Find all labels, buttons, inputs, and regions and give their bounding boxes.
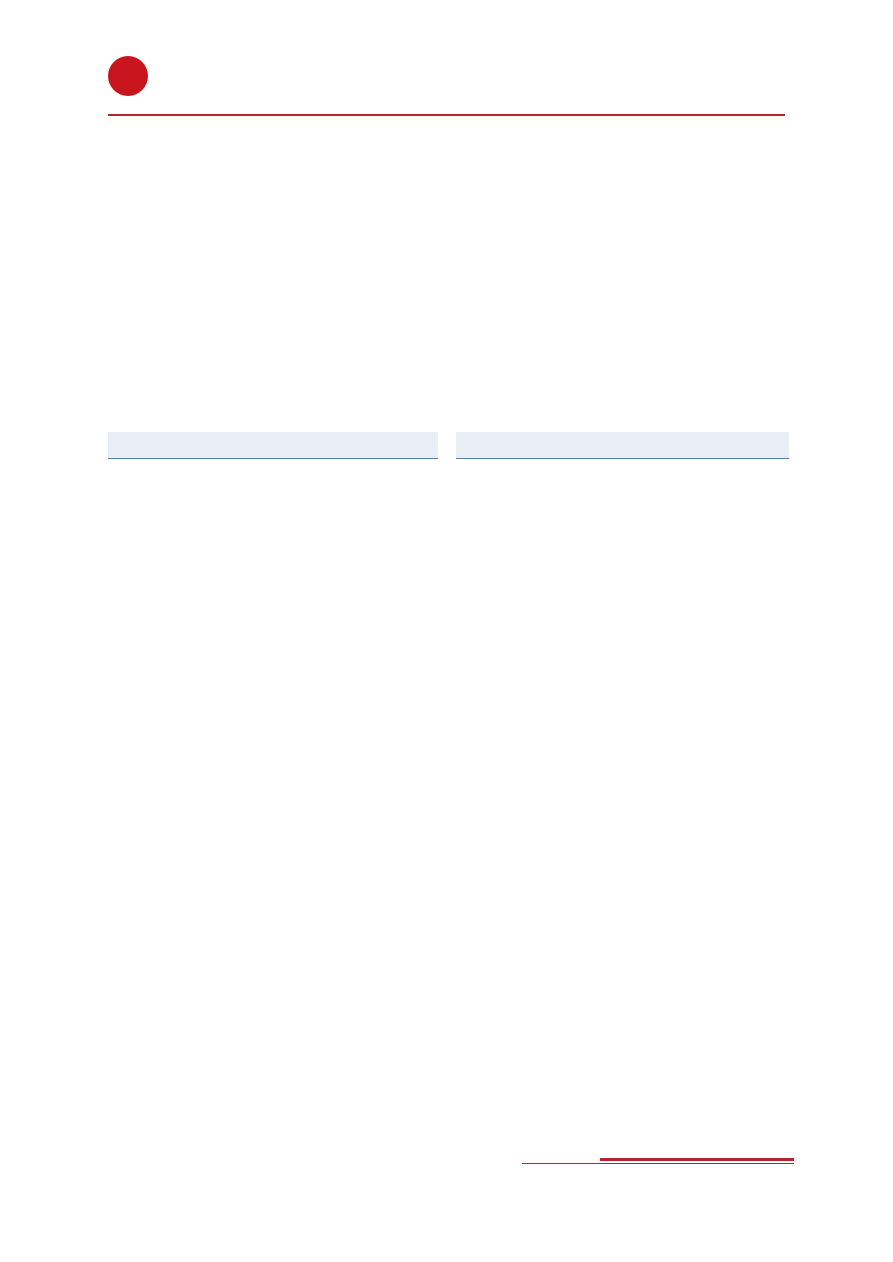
chart-left	[108, 432, 438, 680]
chart-left-plot	[108, 458, 438, 680]
footer-rule-thin	[522, 1163, 794, 1164]
chart-right	[456, 432, 789, 680]
chart-right-plot	[456, 458, 789, 680]
brand-logo	[108, 54, 368, 114]
header-divider	[108, 114, 785, 116]
chart-right-title-bar	[456, 432, 789, 459]
chart-left-title-bar	[108, 432, 438, 459]
footer-rule-thick	[600, 1158, 794, 1161]
logo-mark-icon	[108, 56, 148, 96]
charts-row	[108, 432, 789, 702]
